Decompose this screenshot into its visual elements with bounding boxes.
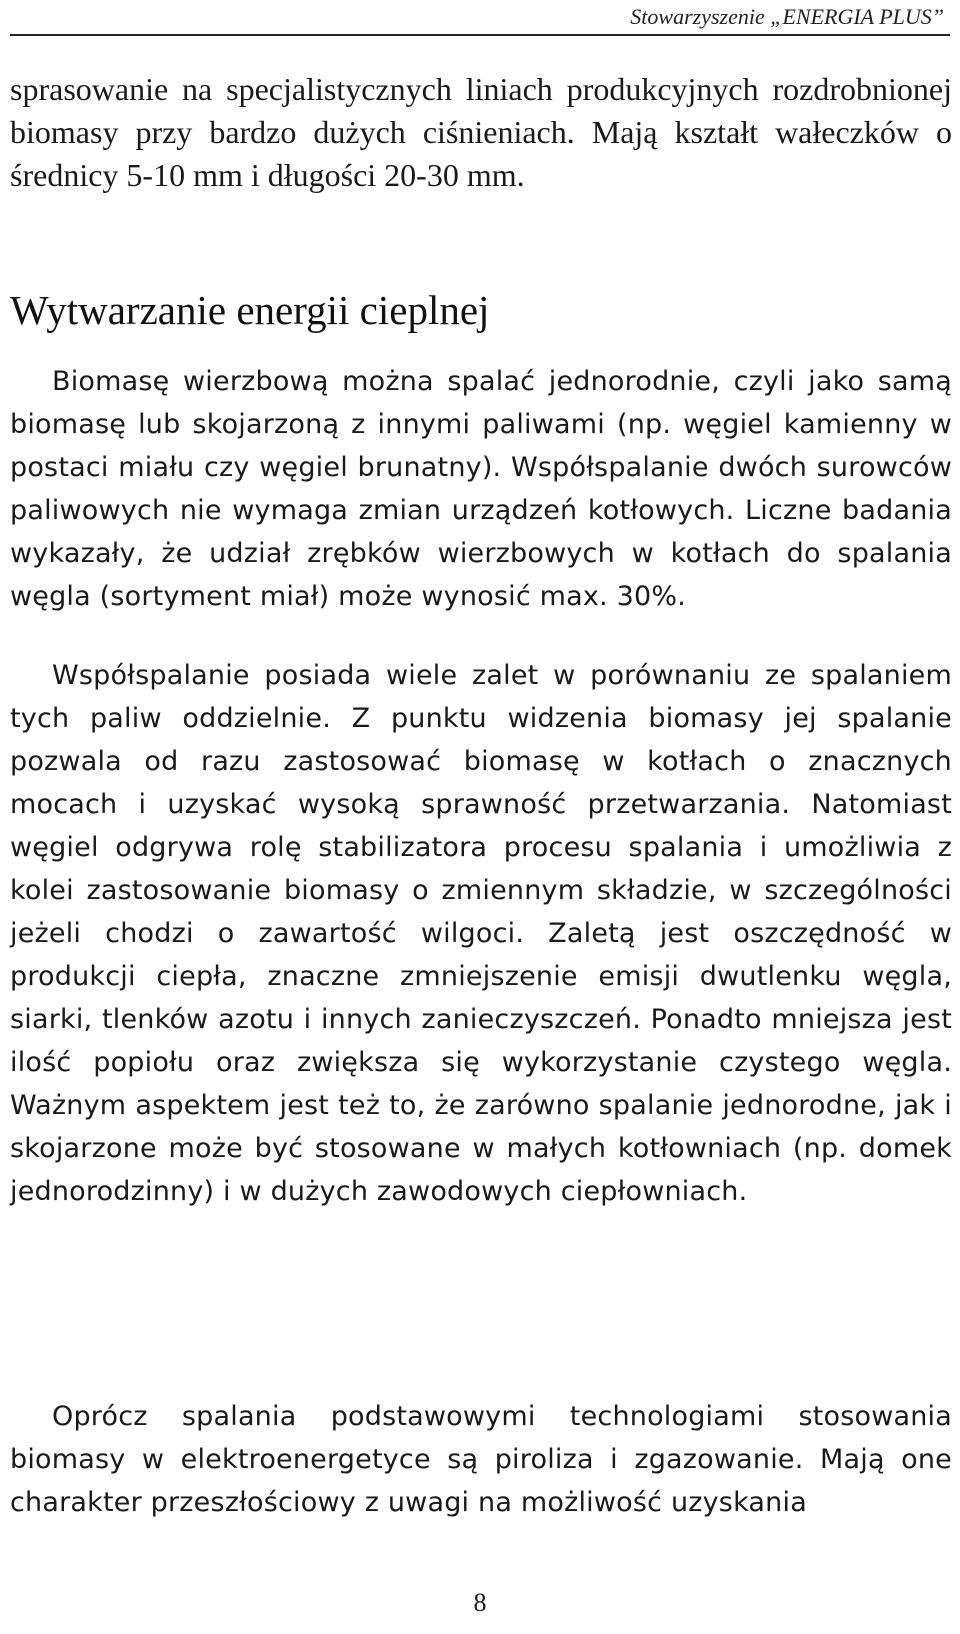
page-number: 8	[473, 1588, 487, 1617]
section-heading: Wytwarzanie energii cieplnej	[10, 287, 490, 333]
section-paragraph-2: Współspalanie posiada wiele zalet w porównaniu ze spalaniem tych paliw oddzielnie. Z punktu widzenia biomasy jej spalanie pozwala od razu zastosować biomasę w kotłach o znacznych mocach i uzyskać wysoką sprawność przetwarzania. Natomiast węgiel odgrywa rolę stabilizatora procesu spalania i umożliwia z kolei zastosowanie biomasy o zmiennym składzie, w szczególności jeżeli chodzi o zawartość wilgoci. Zaletą jest oszczędność w produkcji ciepła, znaczne zmniejszenie emisji dwutlenku węgla, siarki, tlenków azotu i innych zanieczyszczeń. Ponadto mniejsza jest ilość popiołu oraz zwiększa się wykorzystanie czystego węgla. Ważnym aspektem jest też to, że zarówno spalanie jednorodne, jak i skojarzone może być stosowane w małych kotłowniach (np. domek jednorodzinny) i w dużych zawodowych ciepłowniach.	[10, 660, 952, 1207]
closing-paragraph: Oprócz spalania podstawowymi technologiami stosowania biomasy w elektroenergetyce są piroliza i zgazowanie. Mają one charakter przeszłościowy z uwagi na możliwość uzyskania	[10, 1401, 952, 1518]
intro-paragraph: sprasowanie na specjalistycznych liniach produkcyjnych rozdrobnionej biomasy przy bardzo dużych ciśnieniach. Mają kształt wałeczków o średnicy 5-10 mm i długości 20-30 mm.	[10, 71, 952, 193]
header-organization: Stowarzyszenie „ENERGIA PLUS”	[630, 4, 944, 29]
running-header	[10, 0, 950, 36]
section-paragraph-1: Biomasę wierzbową można spalać jednorodnie, czyli jako samą biomasę lub skojarzoną z innymi paliwami (np. węgiel kamienny w postaci miału czy węgiel brunatny). Współspalanie dwóch surowców paliwowych nie wymaga zmian urządzeń kotłowych. Liczne badania wykazały, że udział zrębków wierzbowych w kotłach do spalania węgla (sortyment miał) może wynosić max. 30%.	[10, 366, 952, 612]
